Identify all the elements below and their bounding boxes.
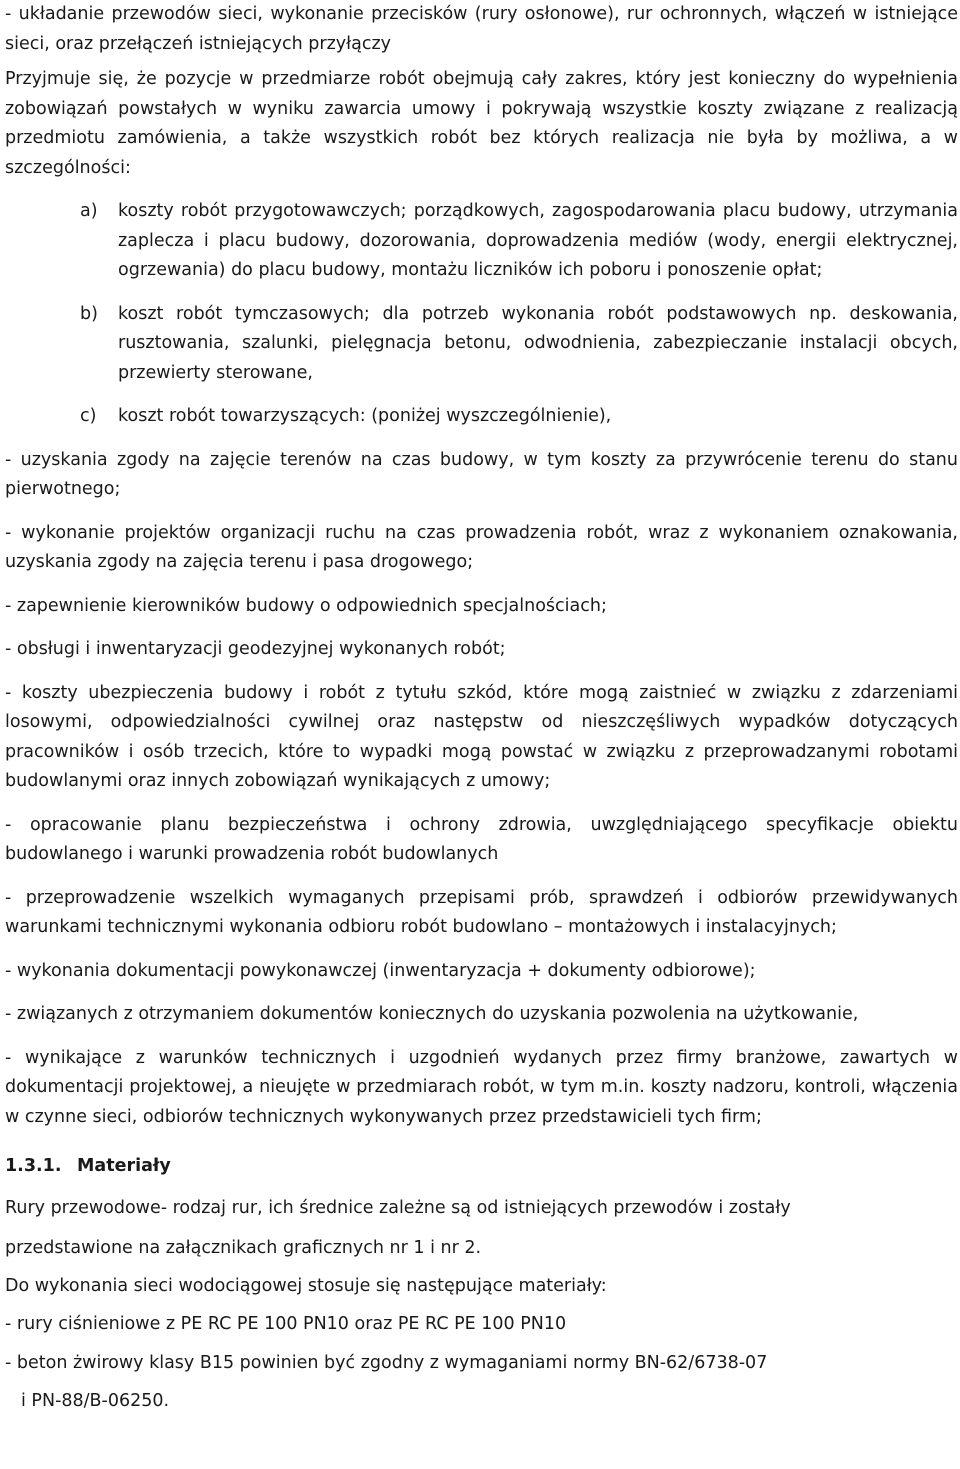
- dash-item: - wykonania dokumentacji powykonawczej (inwentaryzacja + dokumenty odbiorowe);: [5, 960, 756, 981]
- materials-line: i PN-88/B-06250.: [21, 1390, 170, 1411]
- section-heading: [5, 1152, 958, 1182]
- list-item-a: [5, 197, 958, 286]
- list-marker-a: a): [80, 201, 98, 221]
- paragraph-scope: Przyjmuje się, że pozycje w przedmiarze robót obejmują cały zakres, który jest konieczny do wypełnienia zobowiązań powstałych w wyniku zawarcia umowy i pokrywają wszystkie koszty związane z realizacją przedmiotu zamówienia, a także wszystkich robót bez których realizacja nie była by możliwa, a w szczególności:: [5, 69, 958, 178]
- document-page: [5, 0, 958, 1420]
- dash-item: - zapewnienie kierowników budowy o odpowiednich specjalnościach;: [5, 595, 607, 616]
- dash-item: - związanych z otrzymaniem dokumentów koniecznych do uzyskania pozwolenia na użytkowanie,: [5, 1004, 859, 1024]
- dash-item: - uzyskania zgody na zajęcie terenów na czas budowy, w tym koszty za przywrócenie terenu do stanu pierwotnego;: [5, 449, 958, 499]
- dash-item: - wynikające z warunków technicznych i uzgodnień wydanych przez firmy branżowe, zawartych w dokumentacji projektowej, a nieujęte w przedmiarach robót, w tym m.in. koszty nadzoru, kontroli, włączenia w czynne sieci, odbiorów technicznych wykonywanych przez przedstawicieli tych firm;: [5, 1047, 958, 1127]
- dash-item: - koszty ubezpieczenia budowy i robót z tytułu szkód, które mogą zaistnieć w związku z zdarzeniami losowymi, odpowiedzialności cywilnej oraz następstw od nieszczęśliwych wypadków dotyczących pracowników i osób trzecich, które to wypadki mogą powstać w związku z przeprowadzanymi robotami budowlanymi oraz innych zobowiązań wynikających z umowy;: [5, 682, 958, 791]
- dash-item: - opracowanie planu bezpieczeństwa i ochrony zdrowia, uwzględniającego specyfikacje obiektu budowlanego i warunki prowadzenia robót budowlanych: [5, 814, 958, 864]
- section-number: 1.3.1.: [5, 1156, 62, 1176]
- list-text-c: koszt robót towarzyszących: (poniżej wyszczególnienie),: [118, 406, 612, 426]
- materials-line: - beton żwirowy klasy B15 powinien być zgodny z wymaganiami normy BN-62/6738-07: [5, 1352, 768, 1373]
- dash-item: - wykonanie projektów organizacji ruchu na czas prowadzenia robót, wraz z wykonaniem oznakowania, uzyskania zgody na zajęcia terenu i pasa drogowego;: [5, 522, 958, 572]
- materials-line: Do wykonania sieci wodociągowej stosuje się następujące materiały:: [5, 1275, 607, 1296]
- dash-item: - obsługi i inwentaryzacji geodezyjnej wykonanych robót;: [5, 639, 506, 659]
- list-text-a: koszty robót przygotowawczych; porządkowych, zagospodarowania placu budowy, utrzymania zaplecza i placu budowy, dozorowania, doprowadzenia mediów (wody, energii elektrycznej, ogrzewania) do placu budowy, montażu liczników ich poboru i ponoszenie opłat;: [118, 201, 958, 280]
- list-marker-c: c): [80, 406, 97, 426]
- list-item-c: [5, 402, 958, 432]
- list-item-b: [5, 300, 958, 389]
- list-text-b: koszt robót tymczasowych; dla potrzeb wykonania robót podstawowych np. deskowania, rusztowania, szalunki, pielęgnacja betonu, odwodnienia, zabezpieczanie instalacji obcych, przewierty sterowane,: [118, 303, 958, 383]
- materials-line: przedstawione na załącznikach graficznych nr 1 i nr 2.: [5, 1237, 482, 1258]
- list-marker-b: b): [80, 303, 98, 324]
- materials-line: Rury przewodowe- rodzaj rur, ich średnice zależne są od istniejących przewodów i zostały: [5, 1197, 791, 1218]
- paragraph-intro-bullet: - układanie przewodów sieci, wykonanie przecisków (rury osłonowe), rur ochronnych, włączeń w istniejące sieci, oraz przełączeń istniejących przyłączy: [5, 4, 958, 54]
- dash-item: - przeprowadzenie wszelkich wymaganych przepisami prób, sprawdzeń i odbiorów przewidywanych warunkami technicznymi wykonania odbioru robót budowlano – montażowych i instalacyjnych;: [5, 887, 958, 937]
- materials-line: - rury ciśnieniowe z PE RC PE 100 PN10 oraz PE RC PE 100 PN10: [5, 1313, 567, 1334]
- section-title: Materiały: [77, 1156, 171, 1176]
